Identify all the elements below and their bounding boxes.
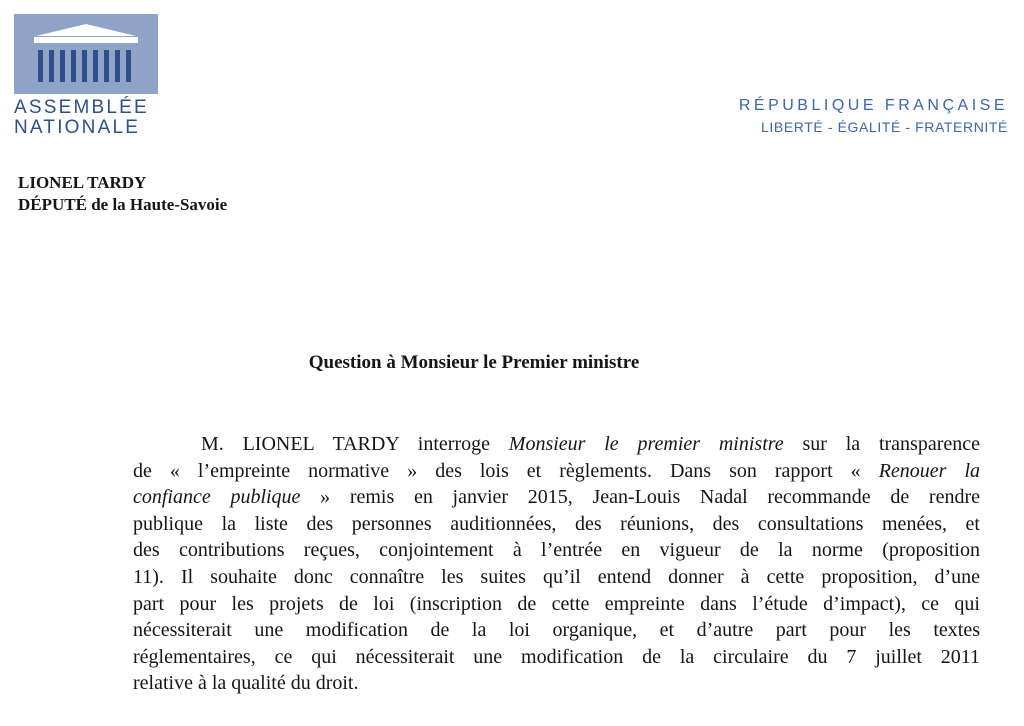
assemblee-nationale-logo <box>14 14 164 138</box>
body-line: nécessiterait une modification de la loi organique, et d’autre part pour les textes <box>133 619 980 642</box>
question-body <box>133 431 980 697</box>
body-line <box>133 431 980 458</box>
body-italic: confiance publique <box>133 486 301 509</box>
logo-line-1: ASSEMBLÉE <box>14 97 149 118</box>
body-text: » remis en janvier 2015, Jean-Louis Nadal recommande de rendre <box>300 486 981 509</box>
body-text: de « l’empreinte normative » des lois et règlements. Dans son rapport « <box>133 459 879 482</box>
republic-motto-line: LIBERTÉ - ÉGALITÉ - FRATERNITÉ <box>761 119 1008 135</box>
body-line <box>133 484 980 511</box>
republic-motto <box>739 96 1008 138</box>
body-line: part pour les projets de loi (inscription de cette empreinte dans l’étude d’impact), ce qui <box>133 592 980 615</box>
body-line: des contributions reçues, conjointement à l’entrée en vigueur de la norme (proposition <box>133 539 980 562</box>
body-line: réglementaires, ce qui nécessiterait une modification de la circulaire du 7 juillet 2011 <box>133 645 980 668</box>
republic-name: RÉPUBLIQUE FRANÇAISE <box>738 97 1008 114</box>
author-block <box>18 172 227 216</box>
assemblee-building-icon <box>14 14 158 94</box>
body-text: M. LIONEL TARDY interroge <box>201 433 509 455</box>
body-line <box>133 458 980 485</box>
question-title: Question à Monsieur le Premier ministre <box>308 352 640 373</box>
author-name: LIONEL TARDY <box>18 173 147 192</box>
body-text: sur la transparence <box>783 433 980 455</box>
body-line: publique la liste des personnes auditionnées, des réunions, des consultations menées, et <box>133 512 980 535</box>
body-line: relative à la qualité du droit. <box>133 672 359 695</box>
logo-text <box>14 98 164 138</box>
body-italic: Monsieur le premier ministre <box>508 433 784 455</box>
body-italic: Renouer la <box>878 459 981 482</box>
logo-line-2: NATIONALE <box>14 117 141 138</box>
body-line: 11). Il souhaite donc connaître les suites qu’il entend donner à cette proposition, d’une <box>133 565 980 588</box>
author-role: DÉPUTÉ de la Haute-Savoie <box>18 195 228 214</box>
